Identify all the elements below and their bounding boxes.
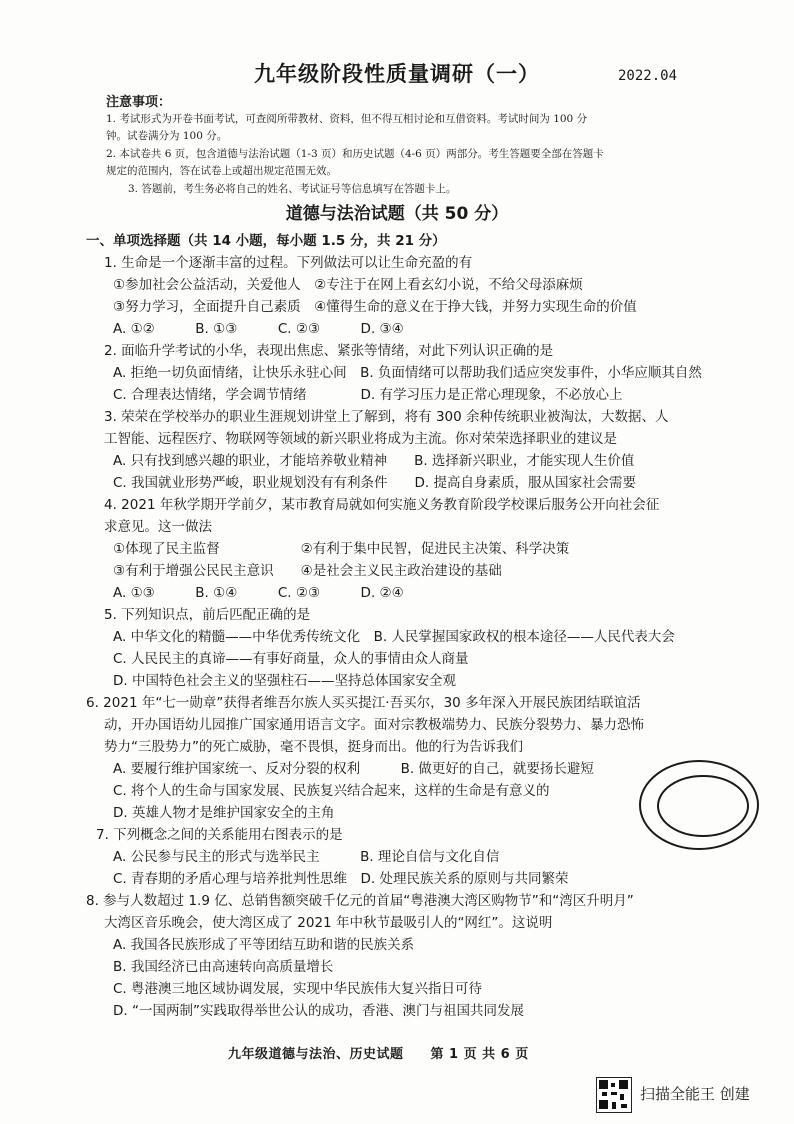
question-stem: 7. 下列概念之间的关系能用右图表示的是: [96, 827, 343, 843]
inner-ellipse: [658, 776, 748, 836]
question-option: C. 合理表达情绪，学会调节情绪 D. 有学习压力是正常心理现象，不必放心上: [113, 387, 623, 403]
question-option: ①体现了民主监督 ②有利于集中民智，促进民主决策、科学决策: [113, 541, 570, 557]
section-heading: 一、单项选择题（共 14 小题，每小题 1.5 分，共 21 分）: [86, 233, 446, 249]
section-subtitle: 道德与法治试题（共 50 分）: [285, 204, 509, 224]
question-option: A. ①③ B. ①④ C. ②③ D. ②④: [113, 585, 404, 601]
nested-ellipse-diagram: [637, 757, 761, 853]
notice-line: 3. 答题前，考生务必将自己的姓名、考试证号等信息填写在答题卡上。: [128, 183, 457, 195]
question-option: A. 拒绝一切负面情绪，让快乐永驻心间 B. 负面情绪可以帮助我们适应突发事件，小华应顺其自然: [113, 365, 702, 381]
question-option: A. 我国各民族形成了平等团结互助和谐的民族关系: [113, 937, 415, 953]
notice-line: 1. 考试形式为开卷书面考试，可查阅所带教材、资料，但不得互相讨论和互借资料。考试时间为 100 分: [106, 113, 588, 125]
exam-date: 2022.04: [618, 68, 678, 84]
question-option: C. 粤港澳三地区域协调发展，实现中华民族伟大复兴指日可待: [113, 981, 483, 997]
question-stem: 8. 参与人数超过 1.9 亿、总销售额突破千亿元的首届“粤港澳大湾区购物节”和“湾区升明月”: [86, 893, 634, 909]
question-option: D. 中国特色社会主义的坚强柱石——坚持总体国家安全观: [113, 673, 456, 689]
question-option: D. 英雄人物才是维护国家安全的主角: [113, 805, 335, 821]
question-stem: 5. 下列知识点，前后匹配正确的是: [104, 607, 311, 623]
question-stem: 1. 生命是一个逐渐丰富的过程。下列做法可以让生命充盈的有: [104, 255, 473, 271]
question-option: C. 青春期的矛盾心理与培养批判性思维 D. 处理民族关系的原则与共同繁荣: [113, 871, 569, 887]
question-stem: 6. 2021 年“七一勋章”获得者维吾尔族人买买提江·吾买尔，30 多年深入开展民族团结联谊活: [86, 695, 641, 711]
question-option: A. 中华文化的精髓——中华优秀传统文化 B. 人民掌握国家政权的根本途径——人民代表大会: [113, 629, 675, 645]
notice-line: 规定的范围内，答在试卷上或超出规定范围无效。: [106, 165, 337, 177]
notice-line: 2. 本试卷共 6 页，包含道德与法治试题（1-3 页）和历史试题（4-6 页）两部分。考生答题要全部在答题卡: [106, 148, 604, 160]
question-option: C. 我国就业形势严峻，职业规划没有有利条件 D. 提高自身素质，服从国家社会需要: [113, 475, 636, 491]
question-option: C. 将个人的生命与国家发展、民族复兴结合起来，这样的生命是有意义的: [113, 783, 550, 799]
scanner-watermark: 扫描全能王 创建: [640, 1085, 750, 1103]
qr-code-icon: [596, 1077, 632, 1113]
page-footer: 九年级道德与法治、历史试题 第 1 页 共 6 页: [228, 1047, 529, 1062]
page-title: 九年级阶段性质量调研（一）: [254, 62, 540, 86]
question-stem: 工智能、远程医疗、物联网等领域的新兴职业将成为主流。你对荣荣选择职业的建议是: [104, 431, 617, 447]
question-option: A. 公民参与民主的形式与选举民主 B. 理论自信与文化自信: [113, 849, 500, 865]
question-option: A. 要履行维护国家统一、反对分裂的权利 B. 做更好的自己，就要扬长避短: [113, 761, 594, 777]
question-option: ③有利于增强公民民主意识 ④是社会主义民主政治建设的基础: [113, 563, 502, 579]
question-stem: 动，开办国语幼儿园推广国家通用语言文字。面对宗教极端势力、民族分裂势力、暴力恐怖: [104, 717, 644, 733]
question-stem: 势力“三股势力”的死亡威胁，毫不畏惧，挺身而出。他的行为告诉我们: [104, 739, 523, 755]
question-option: B. 我国经济已由高速转向高质量增长: [113, 959, 334, 975]
question-stem: 求意见。这一做法: [104, 519, 212, 535]
question-option: ③努力学习，全面提升自己素质 ④懂得生命的意义在于挣大钱，并努力实现生命的价值: [113, 299, 637, 315]
question-option: ①参加社会公益活动，关爱他人 ②专注于在网上看玄幻小说，不给父母添麻烦: [113, 277, 583, 293]
question-option: A. ①② B. ①③ C. ②③ D. ③④: [113, 321, 404, 337]
notice-heading: 注意事项：: [106, 95, 172, 110]
question-option: C. 人民民主的真谛——有事好商量，众人的事情由众人商量: [113, 651, 469, 667]
question-option: A. 只有找到感兴趣的职业，才能培养敬业精神 B. 选择新兴职业，才能实现人生价值: [113, 453, 635, 469]
question-stem: 4. 2021 年秋学期开学前夕，某市教育局就如何实施义务教育阶段学校课后服务公开向社会征: [104, 497, 660, 513]
question-stem: 3. 荣荣在学校举办的职业生涯规划讲堂上了解到，将有 300 余种传统职业被淘汰，大数据、人: [104, 409, 669, 425]
notice-line: 钟。试卷满分为 100 分。: [106, 130, 228, 142]
question-stem: 大湾区音乐晚会，使大湾区成了 2021 年中秋节最吸引人的“网红”。这说明: [104, 915, 553, 931]
question-option: D. “一国两制”实践取得举世公认的成功，香港、澳门与祖国共同发展: [113, 1003, 524, 1019]
question-stem: 2. 面临升学考试的小华，表现出焦虑、紧张等情绪，对此下列认识正确的是: [104, 343, 554, 359]
